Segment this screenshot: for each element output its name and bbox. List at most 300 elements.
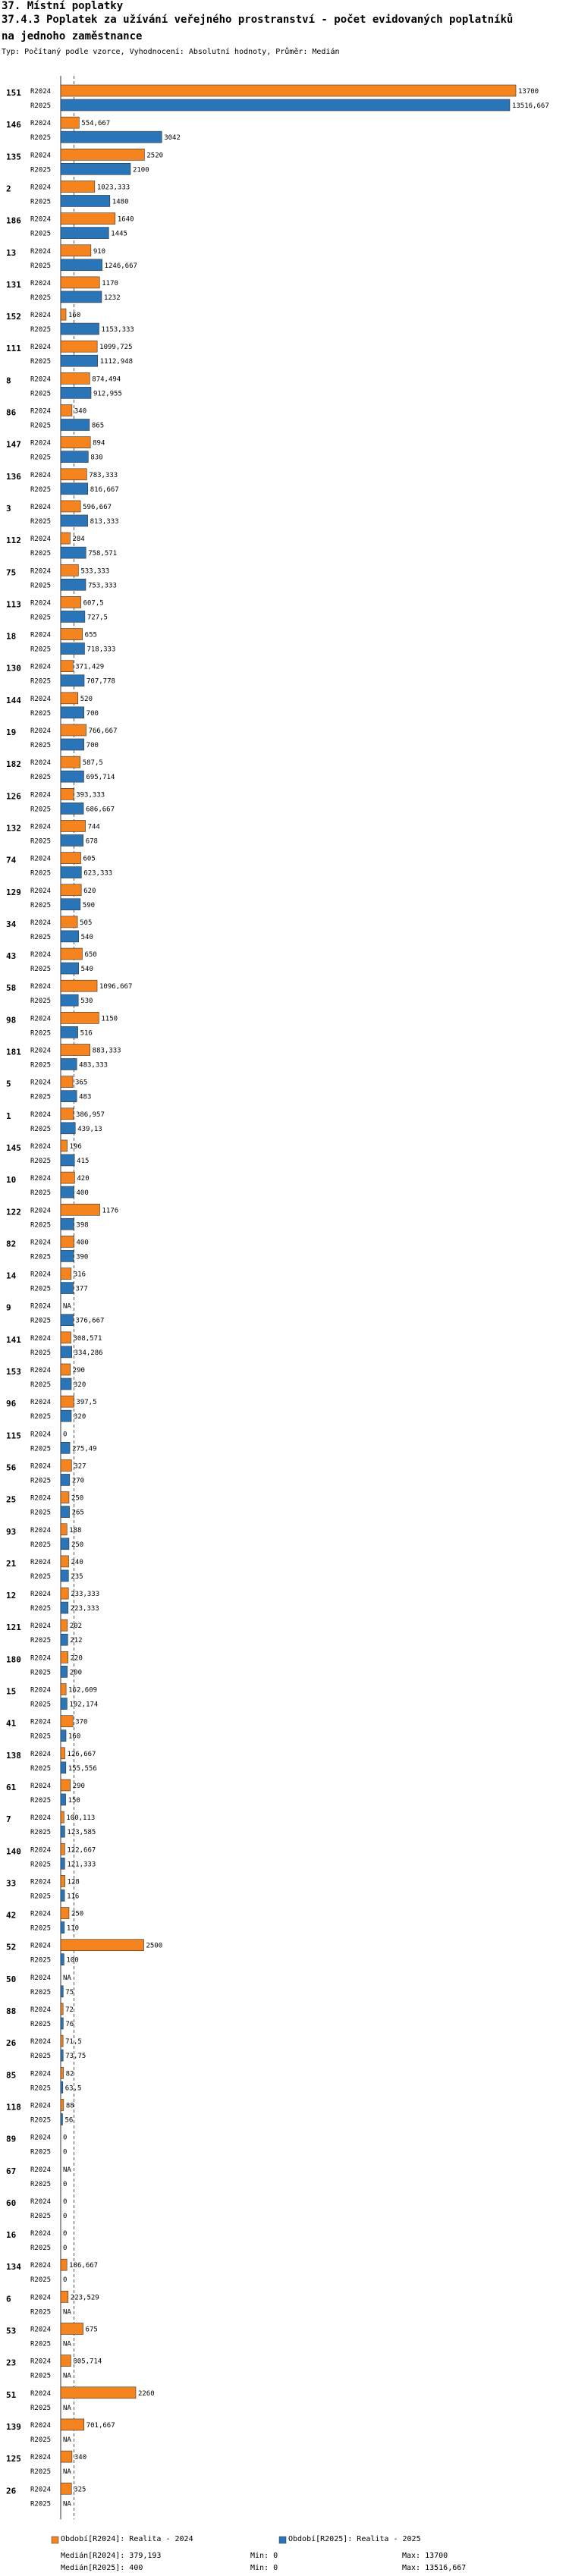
value-label-r2024: 233,333	[71, 1591, 100, 1599]
group-label: 19	[6, 727, 17, 737]
bar-r2024	[61, 980, 97, 991]
bar-r2024	[61, 277, 99, 288]
bar-r2024	[61, 820, 86, 831]
series-label-r2025: R2025	[30, 1381, 52, 1389]
group-label: 182	[6, 759, 21, 770]
bar-r2025	[61, 1794, 66, 1805]
bar-r2024	[61, 1204, 100, 1215]
value-label-r2024: 2500	[146, 1942, 163, 1950]
value-label-r2025: 1480	[112, 198, 129, 206]
group-label: 51	[6, 2389, 17, 2400]
group-label: 42	[6, 1910, 17, 1921]
value-label-r2024: 894	[93, 439, 105, 448]
group-label: 125	[6, 2454, 21, 2464]
series-label-r2024: R2024	[30, 1974, 52, 1982]
legend-period-2025: Období[R2025]: Realita - 2025	[288, 2535, 421, 2543]
series-label-r2025: R2025	[30, 390, 52, 398]
bar-r2024	[61, 1492, 69, 1503]
series-label-r2025: R2025	[30, 2276, 52, 2285]
series-label-r2024: R2024	[30, 471, 52, 479]
series-label-r2025: R2025	[30, 2308, 52, 2317]
value-label-r2025: 912,955	[93, 390, 122, 398]
bar-r2024	[61, 1651, 68, 1663]
value-label-r2024: 126,667	[67, 1750, 96, 1758]
group-label: 180	[6, 1654, 21, 1665]
series-label-r2025: R2025	[30, 326, 52, 335]
bar-r2025	[61, 547, 86, 558]
value-label-r2025: 700	[86, 742, 99, 749]
value-label-r2024: 910	[93, 247, 106, 256]
value-label-r2025: 223,333	[70, 1605, 99, 1613]
value-label-r2025: NA	[63, 2308, 71, 2317]
series-label-r2024: R2024	[30, 1047, 52, 1055]
series-label-r2024: R2024	[30, 375, 52, 384]
bar-r2024	[61, 85, 516, 96]
series-label-r2024: R2024	[30, 1367, 52, 1374]
legend-swatch-r2024	[52, 2537, 58, 2543]
value-label-r2025: 700	[86, 709, 99, 718]
value-label-r2025: 56	[64, 2116, 74, 2125]
series-label-r2024: R2024	[30, 919, 52, 927]
series-label-r2025: R2025	[30, 869, 52, 878]
value-label-r2025: 1232	[103, 294, 121, 302]
value-label-r2024: 1150	[101, 1015, 118, 1023]
series-label-r2025: R2025	[30, 1893, 52, 1901]
series-label-r2024: R2024	[30, 1431, 52, 1439]
series-label-r2024: R2024	[30, 1175, 52, 1183]
value-label-r2024: 397,5	[76, 1399, 97, 1407]
group-label: 135	[6, 152, 21, 162]
group-label: 10	[6, 1175, 17, 1186]
bar-r2025	[61, 1123, 75, 1134]
series-label-r2024: R2024	[30, 2134, 52, 2142]
value-label-r2025: 377	[75, 1285, 88, 1293]
bar-r2024	[61, 884, 81, 896]
bar-r2024	[61, 948, 82, 960]
group-label: 6	[6, 2294, 11, 2304]
bar-r2024	[61, 2419, 84, 2430]
bar-r2025	[61, 419, 90, 431]
series-label-r2024: R2024	[30, 439, 52, 448]
series-label-r2024: R2024	[30, 2421, 52, 2430]
section-title: 37. Místní poplatky	[2, 0, 124, 12]
bar-r2025	[61, 99, 510, 111]
min-2024-label: Min: 0	[250, 2552, 278, 2560]
bar-r2024	[61, 1172, 74, 1183]
bar-r2025	[61, 323, 99, 335]
group-label: 115	[6, 1431, 21, 1441]
value-label-r2025: 334,286	[74, 1349, 103, 1357]
group-label: 147	[6, 439, 21, 450]
value-label-r2025: 753,333	[87, 582, 117, 590]
value-label-r2024: 88	[65, 2102, 74, 2110]
series-label-r2025: R2025	[30, 1829, 52, 1837]
bar-r2024	[61, 629, 83, 640]
value-label-r2025: 1246,667	[104, 262, 137, 270]
value-label-r2024: 1640	[117, 215, 134, 224]
bar-r2024	[61, 1684, 66, 1695]
bar-r2025	[61, 2050, 63, 2061]
bar-r2025	[61, 931, 79, 942]
series-label-r2025: R2025	[30, 2372, 52, 2380]
value-label-r2024: 400	[76, 1239, 89, 1247]
value-label-r2025: NA	[63, 2468, 71, 2477]
bar-r2025	[61, 2113, 62, 2125]
series-label-r2025: R2025	[30, 1733, 52, 1741]
bar-r2025	[61, 1602, 68, 1613]
bar-r2024	[61, 181, 95, 192]
group-label: 151	[6, 88, 21, 98]
bar-r2025	[61, 1474, 70, 1485]
bar-r2025	[61, 1986, 63, 1997]
value-label-r2025: 265	[71, 1509, 84, 1517]
series-label-r2024: R2024	[30, 1910, 52, 1918]
bar-r2024	[61, 1748, 65, 1759]
value-label-r2024: 188	[69, 1526, 82, 1535]
series-label-r2024: R2024	[30, 2102, 52, 2110]
bar-r2025	[61, 994, 78, 1006]
value-label-r2024: 371,429	[75, 663, 105, 671]
bar-r2024	[61, 1076, 73, 1088]
series-label-r2024: R2024	[30, 631, 52, 639]
value-label-r2024: 533,333	[80, 567, 110, 576]
value-label-r2024: 2260	[137, 2389, 155, 2398]
bar-r2024	[61, 853, 80, 864]
series-label-r2025: R2025	[30, 2053, 52, 2061]
series-label-r2024: R2024	[30, 120, 52, 128]
bar-r2024	[61, 309, 66, 320]
bar-r2025	[61, 867, 81, 878]
bar-r2024	[61, 788, 74, 800]
series-label-r2025: R2025	[30, 1189, 52, 1198]
group-label: 74	[6, 855, 17, 865]
value-label-r2025: 63,5	[64, 2084, 82, 2093]
series-label-r2025: R2025	[30, 1349, 52, 1357]
series-label-r2024: R2024	[30, 567, 52, 576]
group-label: 26	[6, 2486, 17, 2496]
bar-r2025	[61, 1826, 64, 1837]
group-label: 9	[6, 1302, 11, 1313]
series-label-r2024: R2024	[30, 1271, 52, 1279]
value-label-r2025: 0	[63, 2245, 68, 2253]
series-label-r2024: R2024	[30, 2294, 52, 2302]
series-label-r2025: R2025	[30, 230, 52, 238]
value-label-r2025: 816,667	[90, 485, 119, 494]
group-label: 5	[6, 1079, 11, 1089]
value-label-r2025: NA	[63, 2372, 71, 2380]
value-label-r2025: 192,174	[69, 1701, 99, 1709]
bar-r2025	[61, 1218, 74, 1230]
group-label: 140	[6, 1846, 21, 1857]
series-label-r2025: R2025	[30, 485, 52, 494]
series-label-r2024: R2024	[30, 599, 52, 608]
group-label: 86	[6, 407, 17, 418]
value-label-r2024: 196	[69, 1142, 82, 1151]
value-label-r2024: 783,333	[89, 471, 118, 479]
group-label: 139	[6, 2421, 21, 2432]
value-label-r2025: 160	[68, 1733, 81, 1741]
value-label-r2025: 623,333	[83, 869, 113, 878]
value-label-r2025: 483	[79, 1093, 92, 1101]
series-label-r2025: R2025	[30, 2212, 52, 2220]
group-label: 144	[6, 695, 21, 705]
value-label-r2025: 376,667	[75, 1317, 105, 1325]
group-label: 145	[6, 1142, 21, 1153]
series-label-r2024: R2024	[30, 1399, 52, 1407]
chart-title-line2: na jednoho zaměstnance	[2, 30, 143, 42]
value-label-r2025: 758,571	[88, 550, 118, 558]
value-label-r2024: 0	[63, 2230, 68, 2238]
series-label-r2024: R2024	[30, 2486, 52, 2494]
bar-r2025	[61, 675, 84, 686]
group-label: 138	[6, 1750, 21, 1761]
max-2024-label: Max: 13700	[402, 2552, 448, 2560]
series-label-r2024: R2024	[30, 1814, 52, 1823]
group-label: 82	[6, 1239, 17, 1249]
value-label-r2024: 650	[84, 951, 97, 960]
bar-r2024	[61, 1843, 64, 1855]
value-label-r2025: 540	[80, 933, 93, 941]
group-label: 23	[6, 2358, 17, 2368]
group-label: 43	[6, 951, 17, 962]
bar-r2024	[61, 1588, 68, 1599]
chart-title-line1: 37.4.3 Poplatek za užívání veřejného prostranství - počet evidovaných poplatníků	[2, 14, 514, 26]
group-label: 2	[6, 184, 11, 194]
series-label-r2025: R2025	[30, 2404, 52, 2412]
value-label-r2025: 123,585	[67, 1829, 96, 1837]
value-label-r2024: 607,5	[83, 599, 104, 608]
series-label-r2024: R2024	[30, 152, 52, 160]
series-label-r2024: R2024	[30, 1782, 52, 1790]
series-label-r2024: R2024	[30, 1142, 52, 1151]
group-label: 12	[6, 1591, 17, 1601]
value-label-r2024: 290	[72, 1782, 85, 1790]
bar-r2025	[61, 611, 85, 622]
bar-r2024	[61, 117, 79, 128]
series-label-r2025: R2025	[30, 1061, 52, 1070]
value-label-r2025: NA	[63, 2436, 71, 2444]
series-label-r2025: R2025	[30, 1637, 52, 1645]
group-label: 21	[6, 1558, 17, 1569]
series-label-r2024: R2024	[30, 184, 52, 192]
value-label-r2025: 110	[66, 1924, 80, 1933]
value-label-r2024: 250	[71, 1910, 84, 1918]
series-label-r2025: R2025	[30, 1701, 52, 1709]
group-label: 121	[6, 1623, 21, 1633]
series-label-r2025: R2025	[30, 2500, 52, 2508]
value-label-r2024: 186,667	[69, 2262, 99, 2270]
value-label-r2025: 1153,333	[101, 326, 134, 335]
bar-r2025	[61, 2081, 63, 2093]
series-label-r2025: R2025	[30, 709, 52, 718]
group-label: 118	[6, 2102, 21, 2113]
bar-r2024	[61, 596, 81, 608]
series-label-r2025: R2025	[30, 1956, 52, 1965]
series-label-r2024: R2024	[30, 1494, 52, 1503]
value-label-r2024: 13700	[518, 88, 539, 96]
series-label-r2025: R2025	[30, 2148, 52, 2157]
value-label-r2025: 400	[76, 1189, 89, 1198]
bar-r2024	[61, 2323, 83, 2335]
series-label-r2025: R2025	[30, 1445, 52, 1453]
bar-r2025	[61, 1283, 74, 1294]
bar-r2025	[61, 1570, 68, 1582]
bar-r2025	[61, 579, 86, 590]
bar-r2024	[61, 1940, 143, 1951]
series-label-r2025: R2025	[30, 1221, 52, 1230]
series-label-r2024: R2024	[30, 2070, 52, 2078]
series-label-r2024: R2024	[30, 2197, 52, 2206]
bar-r2024	[61, 1396, 74, 1407]
value-label-r2024: 250	[71, 1494, 84, 1503]
series-label-r2024: R2024	[30, 2389, 52, 2398]
value-label-r2024: 305,714	[73, 2358, 102, 2366]
series-label-r2025: R2025	[30, 1317, 52, 1325]
series-label-r2025: R2025	[30, 134, 52, 143]
series-label-r2025: R2025	[30, 837, 52, 846]
legend-period-2024: Období[R2024]: Realita - 2024	[61, 2535, 193, 2543]
bar-r2025	[61, 1890, 64, 1901]
group-label: 7	[6, 1814, 11, 1825]
value-label-r2024: 160	[68, 312, 81, 320]
series-label-r2024: R2024	[30, 727, 52, 735]
group-label: 85	[6, 2070, 17, 2081]
group-label: 186	[6, 215, 21, 226]
max-2025-label: Max: 13516,667	[402, 2564, 467, 2572]
series-label-r2025: R2025	[30, 1125, 52, 1133]
series-label-r2024: R2024	[30, 855, 52, 863]
group-label: 130	[6, 663, 21, 674]
series-label-r2024: R2024	[30, 1079, 52, 1087]
series-label-r2025: R2025	[30, 1253, 52, 1261]
group-label: 152	[6, 312, 21, 322]
bar-r2024	[61, 1045, 90, 1056]
bar-r2024	[61, 2451, 72, 2462]
bar-r2025	[61, 1730, 66, 1742]
bar-r2024	[61, 2355, 71, 2367]
value-label-r2025: 121,333	[67, 1861, 96, 1869]
bar-r2025	[61, 1410, 71, 1422]
value-label-r2025: 270	[71, 1477, 85, 1485]
value-label-r2025: 76	[65, 2021, 74, 2028]
bar-r2024	[61, 1524, 67, 1535]
median-2024-label: Medián[R2024]: 379,193	[61, 2552, 162, 2560]
value-label-r2024: 675	[85, 2326, 98, 2334]
value-label-r2025: 695,714	[86, 774, 115, 782]
series-label-r2025: R2025	[30, 997, 52, 1006]
value-label-r2024: 0	[63, 1431, 68, 1439]
bar-r2024	[61, 372, 90, 384]
group-label: 34	[6, 919, 17, 929]
group-label: 134	[6, 2262, 21, 2273]
series-label-r2024: R2024	[30, 2326, 52, 2334]
value-label-r2025: 390	[76, 1253, 89, 1261]
value-label-r2025: 155,556	[68, 1764, 97, 1773]
bar-r2024	[61, 1364, 71, 1375]
group-label: 41	[6, 1718, 17, 1729]
series-label-r2025: R2025	[30, 1988, 52, 1996]
series-label-r2024: R2024	[30, 2358, 52, 2366]
value-label-r2025: 516	[80, 1029, 93, 1038]
value-label-r2025: 483,333	[79, 1061, 108, 1070]
series-label-r2024: R2024	[30, 1558, 52, 1566]
value-label-r2025: 75	[65, 1988, 74, 1996]
series-label-r2025: R2025	[30, 102, 52, 110]
bar-r2025	[61, 643, 84, 655]
series-label-r2024: R2024	[30, 1750, 52, 1758]
value-label-r2025: 13516,667	[511, 102, 549, 110]
bar-r2024	[61, 532, 70, 544]
value-label-r2024: 72	[65, 2006, 74, 2014]
value-label-r2024: 240	[71, 1558, 83, 1566]
bar-r2024	[61, 1012, 99, 1023]
value-label-r2024: 2520	[146, 152, 164, 160]
series-label-r2024: R2024	[30, 887, 52, 895]
value-label-r2024: 520	[80, 695, 93, 703]
median-2025-label: Medián[R2025]: 400	[61, 2564, 143, 2572]
group-label: 136	[6, 471, 21, 482]
value-label-r2025: 686,667	[86, 806, 115, 814]
series-label-r2025: R2025	[30, 550, 52, 558]
value-label-r2024: 1099,725	[99, 344, 133, 352]
bar-r2025	[61, 259, 102, 271]
bar-r2025	[61, 1154, 74, 1166]
bar-r2025	[61, 195, 110, 206]
value-label-r2024: 340	[74, 407, 87, 416]
value-label-r2024: 202	[69, 1623, 83, 1631]
bar-r2024	[61, 661, 73, 672]
bar-r2025	[61, 131, 162, 143]
value-label-r2025: NA	[63, 2500, 71, 2508]
value-label-r2024: 290	[72, 1367, 85, 1374]
series-label-r2025: R2025	[30, 517, 52, 526]
bar-r2024	[61, 405, 72, 416]
value-label-r2024: 162,609	[68, 1686, 98, 1695]
group-label: 58	[6, 983, 17, 994]
series-label-r2024: R2024	[30, 1207, 52, 1215]
group-label: 111	[6, 344, 21, 354]
value-label-r2024: 325	[74, 2486, 86, 2494]
value-label-r2025: 1112,948	[99, 358, 134, 366]
value-label-r2024: 1096,667	[99, 983, 133, 991]
bar-r2024	[61, 2387, 136, 2399]
bar-r2024	[61, 2035, 63, 2047]
value-label-r2024: 223,529	[70, 2294, 99, 2302]
series-label-r2025: R2025	[30, 2245, 52, 2253]
bar-r2024	[61, 2291, 68, 2302]
series-label-r2025: R2025	[30, 2180, 52, 2188]
value-label-r2025: 235	[71, 1572, 83, 1581]
group-label: 15	[6, 1686, 17, 1697]
value-label-r2025: 1445	[111, 230, 127, 238]
series-label-r2024: R2024	[30, 791, 52, 800]
series-label-r2025: R2025	[30, 1764, 52, 1773]
bar-r2025	[61, 1378, 71, 1390]
bar-r2024	[61, 1332, 71, 1343]
value-label-r2024: 1170	[102, 279, 118, 287]
value-label-r2025: 100	[66, 1956, 79, 1965]
value-label-r2025: 398	[76, 1221, 89, 1230]
value-label-r2024: 766,667	[88, 727, 118, 735]
value-label-r2024: 71,5	[65, 2038, 82, 2047]
series-label-r2025: R2025	[30, 2436, 52, 2444]
group-label: 52	[6, 1942, 17, 1952]
min-2025-label: Min: 0	[250, 2564, 278, 2572]
bar-r2025	[61, 355, 98, 366]
value-label-r2025: 0	[63, 2276, 68, 2285]
bar-r2024	[61, 916, 77, 928]
value-label-r2024: 505	[80, 919, 93, 927]
